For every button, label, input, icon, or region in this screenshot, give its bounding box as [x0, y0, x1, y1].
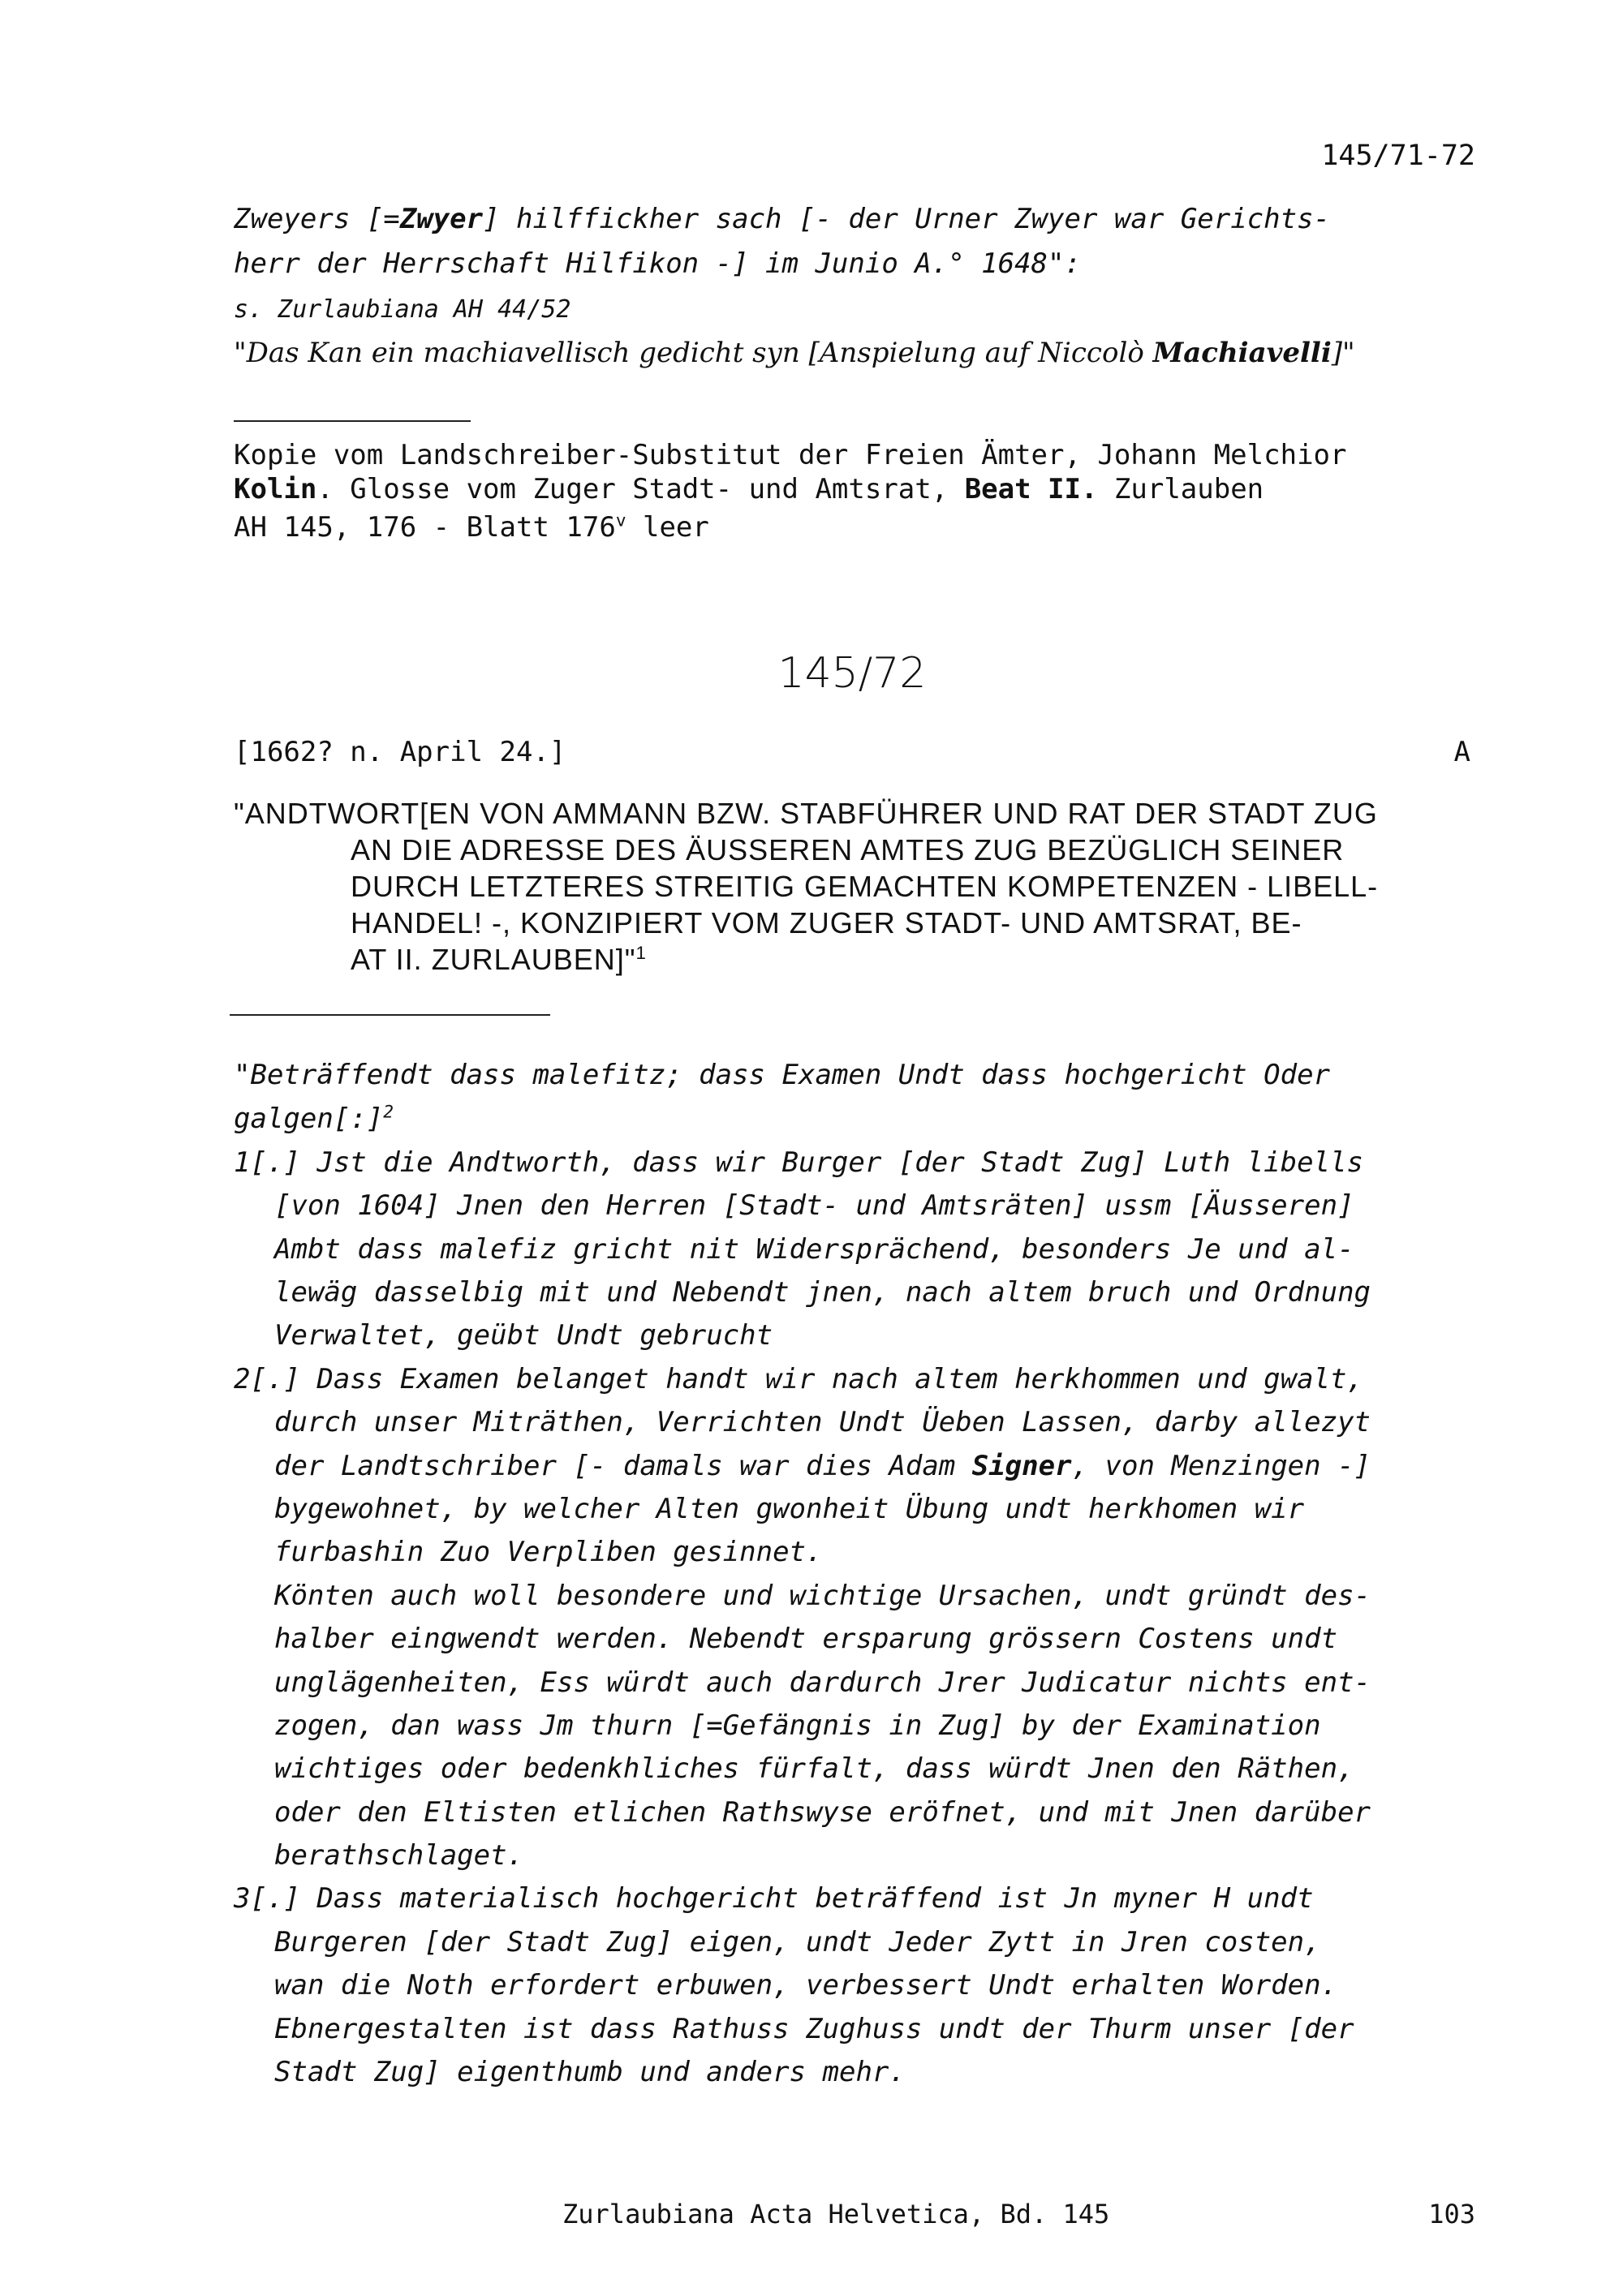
body-line: Burgeren [der Stadt Zug] eigen, undt Jeder Zytt in Jren costen,	[274, 1926, 1321, 1958]
title-line-4: HANDEL! -, KONZIPIERT VOM ZUGER STADT- UND AMTSRAT, BE-	[351, 906, 1302, 939]
body-line: Verwaltet, geübt Undt gebrucht	[274, 1319, 773, 1352]
body-line: der Landtschriber [- damals war dies Adam Signer, von Menzingen -]	[274, 1450, 1371, 1482]
document-date: [1662? n. April 24.]	[234, 736, 566, 768]
body-line: Ambt dass malefiz gricht nit Widersprächend, besonders Je und al-	[274, 1233, 1354, 1266]
body-line: zogen, dan wass Jm thurn [=Gefängnis in Zug] by der Examination	[274, 1709, 1321, 1742]
body-line: berathschlaget.	[274, 1839, 524, 1872]
title-line-3: DURCH LETZTERES STREITIG GEMACHTEN KOMPETENZEN - LIBELL-	[351, 870, 1379, 903]
intro-line-1: Zweyers [=Zwyer] hilffickher sach [- der Urner Zwyer war Gerichts-	[234, 203, 1331, 235]
body-line: durch unser Miträthen, Verrichten Undt Üeben Lassen, darby allezyt	[274, 1406, 1371, 1438]
body-line: wan die Noth erfordert erbuwen, verbessert Undt erhalten Worden.	[274, 1969, 1338, 2001]
body-line: 1[.] Jst die Andtworth, dass wir Burger [der Stadt Zug] Luth libells	[234, 1146, 1363, 1179]
body-line: bygewohnet, by welcher Alten gwonheit Übung undt herkhomen wir	[274, 1493, 1305, 1525]
document-number: 145/72	[777, 649, 927, 698]
body-line: halber eingwendt werden. Nebendt ersparung grössern Costens undt	[274, 1623, 1338, 1655]
body-line: 3[.] Dass materialisch hochgericht beträffend ist Jn myner H undt	[234, 1882, 1314, 1915]
title-line-1: "ANDTWORT[EN VON AMMANN BZW. STABFÜHRER UND RAT DER STADT ZUG	[234, 797, 1378, 830]
note-line-3: AH 145, 176 - Blatt 176$^v$ leer	[234, 510, 709, 544]
note-line-1: Kopie vom Landschreiber-Substitut der Freien Ämter, Johann Melchior	[234, 439, 1347, 471]
separator-rule	[230, 1014, 550, 1016]
body-line: unglägenheiten, Ess würdt auch dardurch Jrer Judicatur nichts ent-	[274, 1666, 1371, 1699]
body-line: oder den Eltisten etlichen Rathswyse eröfnet, und mit Jnen darüber	[274, 1796, 1371, 1829]
separator-rule	[234, 420, 471, 422]
body-line: furbashin Zuo Verpliben gesinnet.	[274, 1536, 823, 1568]
title-line-5: AT II. ZURLAUBEN]"$^1$	[351, 943, 647, 976]
body-line: "Beträffendt dass malefitz; dass Examen Undt dass hochgericht Oder	[234, 1059, 1331, 1091]
note-line-2: Kolin. Glosse vom Zuger Stadt- und Amtsrat, Beat II. Zurlauben	[234, 473, 1264, 505]
body-line: [von 1604] Jnen den Herren [Stadt- und Amtsräten] ussm [Äusseren]	[274, 1189, 1354, 1222]
intro-line-3: s. Zurlaubiana AH 44/52	[234, 295, 571, 324]
body-line: wichtiges oder bedenkhliches fürfalt, dass würdt Jnen den Räthen,	[274, 1752, 1354, 1785]
body-line: Könten auch woll besondere und wichtige Ursachen, undt gründt des-	[274, 1580, 1371, 1612]
body-line: Stadt Zug] eigenthumb und anders mehr.	[274, 2056, 906, 2088]
document-letter: A	[1453, 736, 1470, 768]
intro-line-2: herr der Herrschaft Hilfikon -] im Junio A.° 1648":	[234, 247, 1081, 280]
intro-line-4: "Das Kan ein machiavellisch gedicht syn [Anspielung auf Niccolò Machiavelli]"	[234, 337, 1355, 369]
footer-source: Zurlaubiana Acta Helvetica, Bd. 145	[562, 2199, 1110, 2229]
body-line: Ebnergestalten ist dass Rathuss Zughuss undt der Thurm unser [der	[274, 2013, 1354, 2045]
body-line: galgen[:]$^2$	[234, 1101, 394, 1135]
page-reference: 145/71-72	[1321, 140, 1475, 172]
title-line-2: AN DIE ADRESSE DES ÄUSSEREN AMTES ZUG BEZÜGLICH SEINER	[351, 833, 1345, 866]
footer-page-number: 103	[1428, 2199, 1475, 2229]
body-line: 2[.] Dass Examen belanget handt wir nach altem herkhommen und gwalt,	[234, 1363, 1363, 1395]
body-line: lewäg dasselbig mit und Nebendt jnen, nach altem bruch und Ordnung	[274, 1276, 1371, 1309]
